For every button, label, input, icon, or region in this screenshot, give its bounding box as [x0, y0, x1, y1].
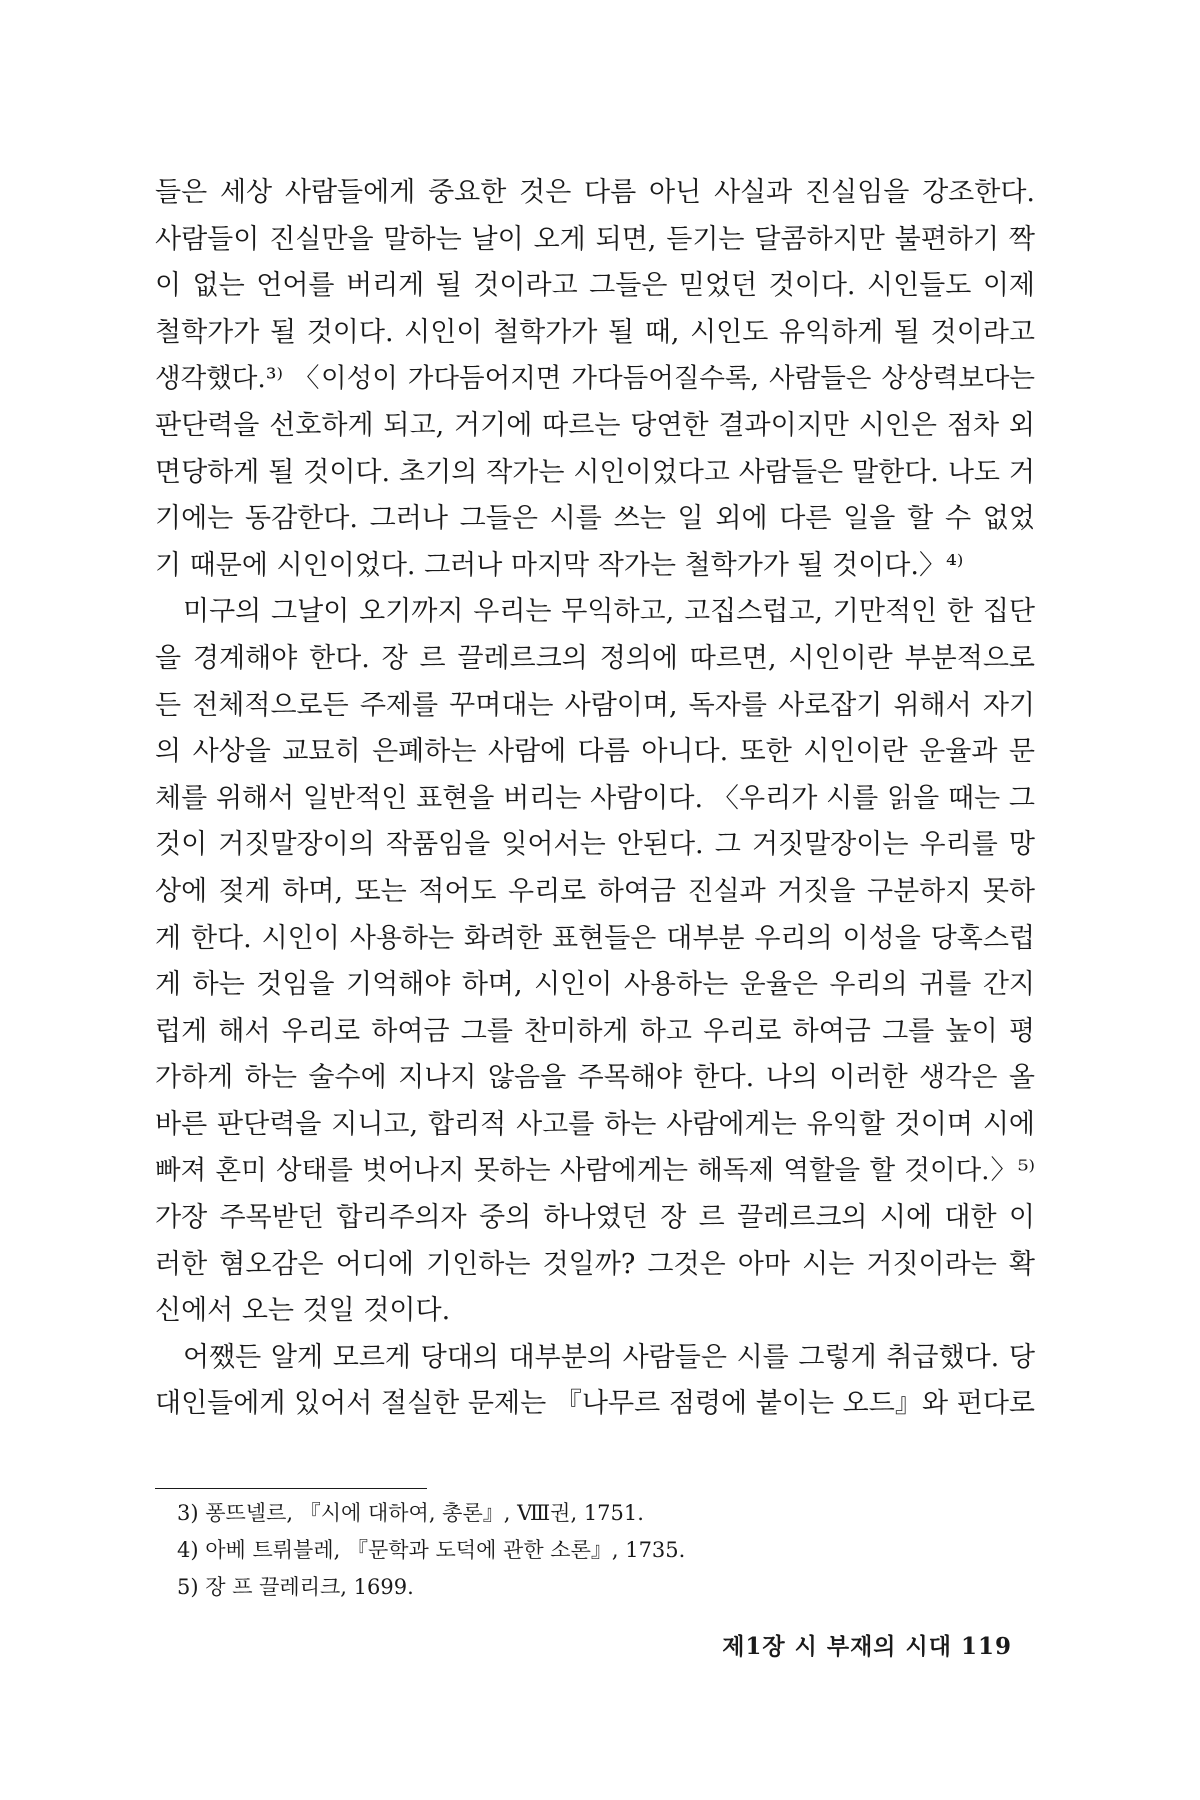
- body-line: 기에는 동감한다. 그러나 그들은 시를 쓰는 일 외에 다른 일을 할 수 없었: [155, 503, 1035, 535]
- running-footer: 제1장 시 부재의 시대 119: [722, 1633, 1012, 1660]
- body-line: 사람들이 진실만을 말하는 날이 오게 되면, 듣기는 달콤하지만 불편하기 짝: [155, 223, 1035, 255]
- body-line: 것이 거짓말장이의 작품임을 잊어서는 안된다. 그 거짓말장이는 우리를 망: [155, 829, 1035, 861]
- body-line: 철학가가 될 것이다. 시인이 철학가가 될 때, 시인도 유익하게 될 것이라고: [155, 316, 1035, 348]
- body-line: 면당하게 될 것이다. 초기의 작가는 시인이었다고 사람들은 말한다. 나도 거: [155, 456, 1035, 488]
- body-text: [155, 170, 1035, 1428]
- body-line: 의 사상을 교묘히 은폐하는 사람에 다름 아니다. 또한 시인이란 운율과 문: [155, 736, 1035, 768]
- body-line: 럽게 해서 우리로 하여금 그를 찬미하게 하고 우리로 하여금 그를 높이 평: [155, 1015, 1035, 1047]
- body-line: 신에서 오는 것일 것이다.: [155, 1295, 451, 1327]
- footnote-rule: [155, 1488, 427, 1489]
- body-line: 을 경계해야 한다. 장 르 끌레르크의 정의에 따르면, 시인이란 부분적으로: [155, 642, 1035, 674]
- body-line: 체를 위해서 일반적인 표현을 버리는 사람이다. 〈우리가 시를 읽을 때는 그: [155, 782, 1035, 814]
- footnote-4: 4) 아베 트뤼블레, 『문학과 도덕에 관한 소론』, 1735.: [177, 1538, 686, 1562]
- body-line: 러한 혐오감은 어디에 기인하는 것일까? 그것은 아마 시는 거짓이라는 확: [155, 1248, 1035, 1280]
- body-line: 상에 젖게 하며, 또는 적어도 우리로 하여금 진실과 거짓을 구분하지 못하: [155, 875, 1035, 907]
- body-line: 판단력을 선호하게 되고, 거기에 따르는 당연한 결과이지만 시인은 점차 외: [155, 409, 1035, 441]
- body-line: 가하게 하는 술수에 지나지 않음을 주목해야 한다. 나의 이러한 생각은 올: [155, 1062, 1035, 1094]
- footnotes: [155, 1488, 1035, 1606]
- body-line: 빠져 혼미 상태를 벗어나지 못하는 사람에게는 해독제 역할을 할 것이다.〉⁵⁾: [155, 1155, 1035, 1187]
- footnote-5: 5) 장 프 끌레리크, 1699.: [177, 1575, 414, 1599]
- body-line: 대인들에게 있어서 절실한 문제는 『나무르 점령에 붙이는 오드』와 펀다로: [155, 1388, 1035, 1420]
- footnote-3: 3) 퐁뜨넬르, 『시에 대하여, 총론』, Ⅷ권, 1751.: [177, 1501, 644, 1525]
- body-line: 가장 주목받던 합리주의자 중의 하나였던 장 르 끌레르크의 시에 대한 이: [155, 1202, 1035, 1234]
- body-line: 미구의 그날이 오기까지 우리는 무익하고, 고집스럽고, 기만적인 한 집단: [183, 596, 1035, 628]
- body-line: 이 없는 언어를 버리게 될 것이라고 그들은 믿었던 것이다. 시인들도 이제: [155, 270, 1035, 302]
- body-line: 게 하는 것임을 기억해야 하며, 시인이 사용하는 운율은 우리의 귀를 간지: [155, 969, 1035, 1001]
- body-line: 게 한다. 시인이 사용하는 화려한 표현들은 대부분 우리의 이성을 당혹스럽: [155, 922, 1035, 954]
- body-line: 기 때문에 시인이었다. 그러나 마지막 작가는 철학가가 될 것이다.〉⁴⁾: [155, 549, 964, 581]
- body-line: 바른 판단력을 지니고, 합리적 사고를 하는 사람에게는 유익할 것이며 시에: [155, 1108, 1035, 1140]
- body-line: 들은 세상 사람들에게 중요한 것은 다름 아닌 사실과 진실임을 강조한다.: [155, 177, 1035, 208]
- body-line: 생각했다.³⁾ 〈이성이 가다듬어지면 가다듬어질수록, 사람들은 상상력보다는: [155, 363, 1035, 395]
- body-line: 어쨌든 알게 모르게 당대의 대부분의 사람들은 시를 그렇게 취급했다. 당: [183, 1341, 1035, 1373]
- body-line: 든 전체적으로든 주제를 꾸며대는 사람이며, 독자를 사로잡기 위해서 자기: [155, 689, 1035, 721]
